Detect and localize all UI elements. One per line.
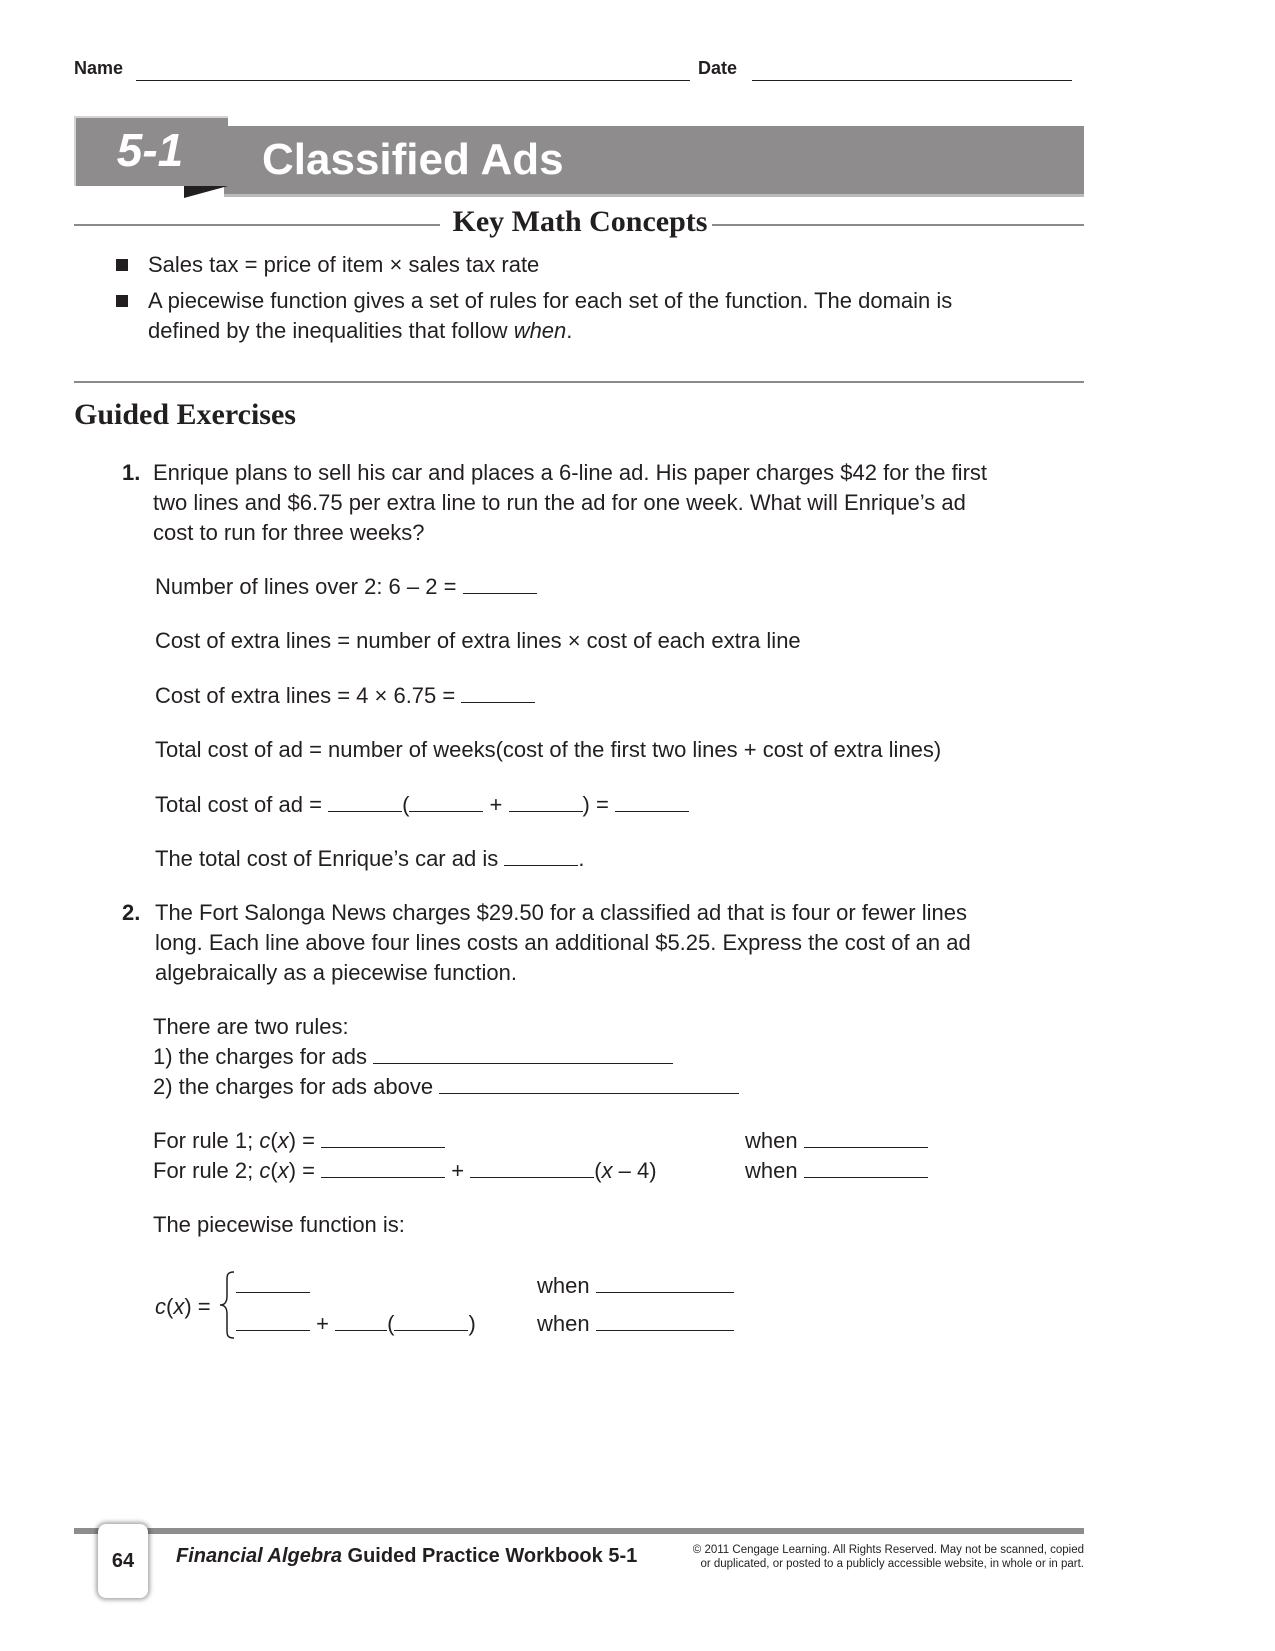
question-1-line: Enrique plans to sell his car and places a 6-line ad. His paper charges $42 for the first bbox=[153, 460, 988, 485]
answer-blank[interactable] bbox=[373, 1043, 673, 1064]
answer-blank[interactable] bbox=[470, 1157, 594, 1178]
piecewise-lhs: c(x) = bbox=[155, 1294, 211, 1319]
footer-rule bbox=[74, 1528, 1084, 1534]
answer-blank[interactable] bbox=[236, 1310, 310, 1331]
q2-for-rule-1: For rule 1; c(x) = bbox=[153, 1126, 445, 1156]
q1-step-total-cost: Total cost of ad = ( + ) = bbox=[155, 790, 689, 820]
lesson-title: Classified Ads bbox=[262, 135, 564, 184]
date-field[interactable] bbox=[752, 64, 1072, 81]
answer-blank[interactable] bbox=[461, 682, 535, 703]
answer-blank[interactable] bbox=[509, 791, 583, 812]
divider-right bbox=[712, 224, 1084, 226]
answer-blank[interactable] bbox=[615, 791, 689, 812]
key-concepts-title: Key Math Concepts bbox=[452, 205, 708, 238]
question-1-line: two lines and $6.75 per extra line to run the ad for one week. What will Enrique’s ad bbox=[153, 490, 966, 515]
name-label: Name bbox=[74, 58, 124, 78]
q1-step-extra-cost: Cost of extra lines = 4 × 6.75 = bbox=[155, 681, 535, 711]
question-2-line: algebraically as a piecewise function. bbox=[155, 960, 517, 985]
answer-blank[interactable] bbox=[596, 1272, 734, 1293]
question-1-line: cost to run for three weeks? bbox=[153, 520, 425, 545]
q2-rule-2: 2) the charges for ads above bbox=[153, 1072, 739, 1102]
date-label: Date bbox=[698, 58, 738, 78]
answer-blank[interactable] bbox=[596, 1310, 734, 1331]
q1-step-extra-formula: Cost of extra lines = number of extra lines × cost of each extra line bbox=[155, 628, 801, 653]
piecewise-when-2: when bbox=[537, 1309, 734, 1339]
answer-blank[interactable] bbox=[463, 573, 537, 594]
concept-piecewise: A piecewise function gives a set of rules for each set of the function. The domain is bbox=[148, 288, 953, 313]
bullet-square-icon bbox=[116, 295, 128, 307]
copyright-notice: © 2011 Cengage Learning. All Rights Reserved. May not be scanned, copied or duplicated, or posted to a publicly accessible website, in whole or in part. bbox=[692, 1544, 1084, 1570]
answer-blank[interactable] bbox=[804, 1157, 928, 1178]
q2-rule-1-when: when bbox=[745, 1126, 928, 1156]
piecewise-case-1 bbox=[236, 1271, 310, 1301]
answer-blank[interactable] bbox=[328, 791, 402, 812]
lesson-number: 5-1 bbox=[116, 124, 184, 176]
concept-sales-tax: Sales tax = price of item × sales tax rate bbox=[148, 252, 540, 277]
answer-blank[interactable] bbox=[439, 1073, 739, 1094]
piecewise-when-1: when bbox=[537, 1271, 734, 1301]
question-1-number: 1. bbox=[122, 460, 141, 485]
concept-piecewise-cont: defined by the inequalities that follow when. bbox=[148, 318, 573, 343]
q1-step-lines-over: Number of lines over 2: 6 – 2 = bbox=[155, 572, 537, 602]
answer-blank[interactable] bbox=[804, 1127, 928, 1148]
guided-exercises-title: Guided Exercises bbox=[74, 398, 296, 431]
piecewise-case-2: + ( ) bbox=[236, 1309, 476, 1339]
page-number: 64 bbox=[98, 1524, 148, 1598]
curly-brace-icon bbox=[218, 1270, 236, 1340]
answer-blank[interactable] bbox=[409, 791, 483, 812]
answer-blank[interactable] bbox=[236, 1272, 310, 1293]
section-divider bbox=[74, 381, 1084, 383]
q2-rule-1: 1) the charges for ads bbox=[153, 1042, 673, 1072]
q1-step-total-formula: Total cost of ad = number of weeks(cost of the first two lines + cost of extra lines) bbox=[155, 737, 942, 762]
bullet-square-icon bbox=[116, 259, 128, 271]
q2-rule-2-when: when bbox=[745, 1156, 928, 1186]
q2-for-rule-2: For rule 2; c(x) = + (x – 4) bbox=[153, 1158, 657, 1183]
q2-rules-intro: There are two rules: bbox=[153, 1014, 349, 1039]
question-2-line: long. Each line above four lines costs an additional $5.25. Express the cost of an ad bbox=[155, 930, 971, 955]
answer-blank[interactable] bbox=[321, 1127, 445, 1148]
answer-blank[interactable] bbox=[321, 1157, 445, 1178]
answer-blank[interactable] bbox=[335, 1310, 387, 1331]
q2-piecewise-intro: The piecewise function is: bbox=[153, 1212, 405, 1237]
question-2-line: The Fort Salonga News charges $29.50 for a classified ad that is four or fewer lines bbox=[155, 900, 967, 925]
question-2-number: 2. bbox=[122, 900, 141, 925]
answer-blank[interactable] bbox=[504, 845, 578, 866]
q1-step-answer: The total cost of Enrique’s car ad is . bbox=[155, 846, 585, 871]
footer-book-title: Financial Algebra Guided Practice Workbook 5-1 bbox=[176, 1545, 638, 1567]
name-field[interactable] bbox=[136, 64, 690, 81]
answer-blank[interactable] bbox=[394, 1310, 468, 1331]
